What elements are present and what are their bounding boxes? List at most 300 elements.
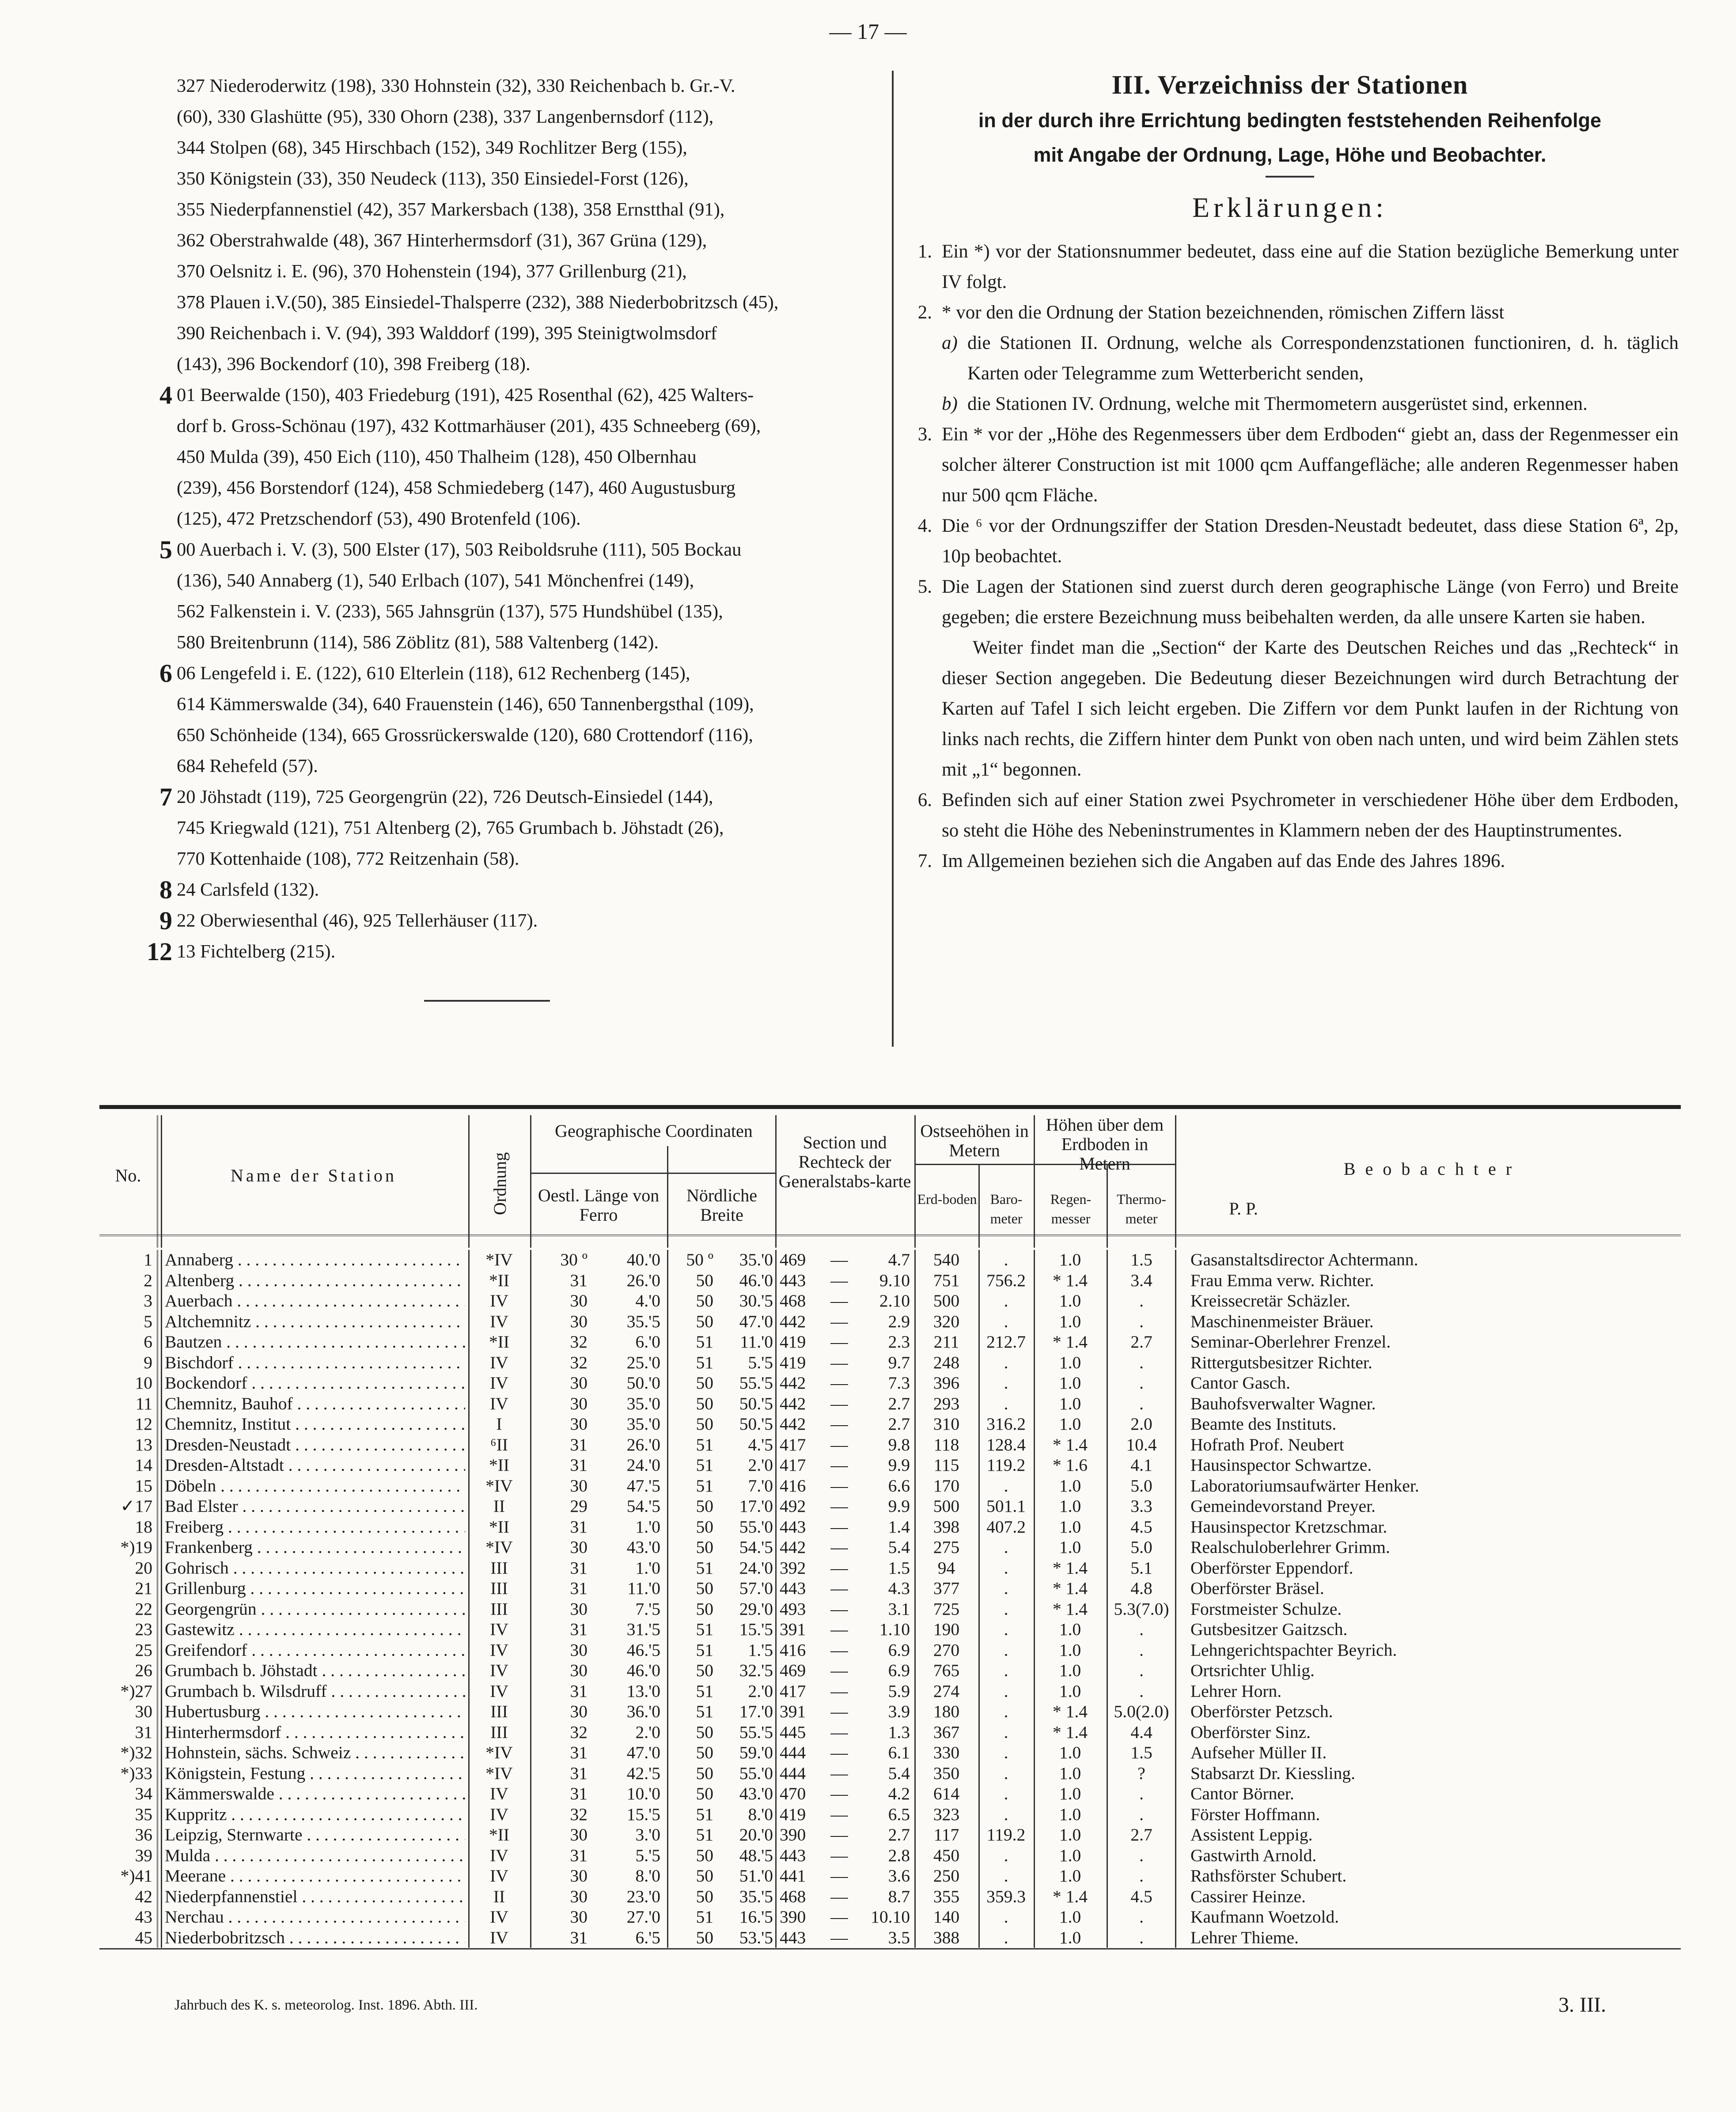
row-number: 5 [144,1312,152,1331]
note-6 [901,785,1679,846]
station-name-text: Bischdorf [165,1353,234,1372]
barometer-height: . [1004,1373,1008,1393]
station-name-text: Bautzen [165,1332,222,1351]
ground-height: 140 [933,1907,960,1927]
thermometer-height: . [1139,1681,1144,1701]
rain-gauge-height: * 1.4 [1053,1599,1088,1619]
latitude-degrees: 50 [696,1866,713,1885]
latitude-minutes: 4.'5 [748,1435,773,1454]
note-2b [901,389,1679,419]
station-name [165,1558,465,1578]
row-number: 1 [144,1250,152,1269]
station-name-text: Niederbobritzsch [165,1928,285,1947]
observer-name: Gemeindevorstand Preyer. [1190,1496,1376,1516]
row-number: 23 [135,1620,152,1639]
thermometer-height: . [1139,1640,1144,1660]
station-name [165,1640,465,1660]
latitude-minutes: 35.'5 [739,1887,773,1906]
station-name-text: Dresden-Neustadt [165,1435,291,1454]
header-thermometer: Thermo-meter [1117,1191,1166,1226]
thermometer-height: . [1139,1291,1144,1310]
row-number: 34 [135,1784,152,1803]
row-number: *)32 [120,1743,152,1762]
section-number: 445 [780,1722,806,1742]
station-name [165,1578,465,1598]
order-line: (136), 540 Annaberg (1), 540 Erlbach (107), 541 Mönchenfrei (149), [177,570,694,591]
section-number: 443 [780,1517,806,1537]
longitude-degrees: 30 [570,1414,588,1434]
station-name [165,1764,465,1783]
thermometer-height: . [1139,1312,1144,1331]
ground-height: 377 [933,1578,960,1598]
station-order: *IV [485,1250,513,1269]
rectangle-number: 3.9 [888,1702,910,1721]
barometer-height: 501.1 [986,1496,1026,1516]
section-number: 441 [780,1866,806,1885]
latitude-minutes: 47.'0 [739,1312,773,1331]
longitude-minutes: 11.'0 [627,1578,660,1598]
station-order: IV [490,1846,508,1865]
latitude-degrees: 51 [696,1702,713,1721]
section-dash: — [830,1517,848,1537]
order-line: 362 Oberstrahwalde (48), 367 Hinterhermsdorf (31), 367 Grüna (129), [177,230,707,251]
rectangle-number: 6.9 [888,1661,910,1680]
observer-name: Forstmeister Schulze. [1190,1599,1342,1619]
longitude-degrees: 30 [570,1312,588,1331]
station-order: IV [490,1907,508,1927]
latitude-degrees: 50 [696,1846,713,1865]
longitude-degrees: 31 [570,1784,588,1803]
longitude-minutes: 35.'0 [626,1414,660,1434]
rectangle-number: 9.9 [888,1496,910,1516]
station-order: IV [490,1394,508,1413]
thermometer-height: . [1139,1928,1144,1947]
longitude-minutes: 10.'0 [626,1784,660,1803]
section-dash: — [830,1620,848,1639]
station-order: IV [490,1312,508,1331]
longitude-minutes: 1.'0 [635,1517,660,1537]
rain-gauge-height: * 1.4 [1053,1435,1088,1454]
section-number: 416 [780,1476,806,1495]
rain-gauge-height: * 1.4 [1053,1558,1088,1578]
row-number: 26 [135,1661,152,1680]
table-row [99,1312,1681,1332]
station-name [165,1681,465,1701]
longitude-degrees: 31 [570,1764,588,1783]
longitude-minutes: 35.'5 [626,1312,660,1331]
row-number: 14 [135,1455,152,1475]
barometer-height: . [1004,1722,1008,1742]
rain-gauge-height: 1.0 [1059,1291,1081,1310]
order-line: 327 Niederoderwitz (198), 330 Hohnstein (32), 330 Reichenbach b. Gr.-V. [177,76,735,96]
row-number: *)27 [120,1681,152,1701]
rain-gauge-height: * 1.4 [1053,1271,1088,1290]
row-number: 35 [135,1805,152,1824]
ground-height: 248 [933,1353,960,1372]
order-group-lead: 6 [159,659,172,688]
note-2 [901,297,1679,328]
station-name-text: Grumbach b. Jöhstadt [165,1661,318,1680]
section-dash: — [830,1537,848,1557]
station-name [165,1928,465,1948]
section-dash: — [830,1825,848,1844]
longitude-minutes: 36.'0 [626,1702,660,1721]
rectangle-number: 2.7 [888,1825,910,1844]
section-dash: — [830,1661,848,1680]
station-name-text: Auerbach [165,1291,233,1310]
order-line: 13 Fichtelberg (215). [177,941,336,962]
ground-height: 94 [937,1558,955,1578]
observer-name: Beamte des Instituts. [1190,1414,1337,1434]
barometer-height: . [1004,1784,1008,1803]
rectangle-number: 6.1 [888,1743,910,1762]
rain-gauge-height: 1.0 [1059,1620,1081,1639]
latitude-minutes: 55.'0 [739,1764,773,1783]
station-name-text: Döbeln [165,1476,216,1495]
longitude-minutes: 2.'0 [635,1722,660,1742]
note-number: 1. [917,241,932,262]
table-row [99,1558,1681,1578]
longitude-degrees: 30 [570,1599,588,1619]
latitude-degrees: 50 [696,1887,713,1906]
order-line: 344 Stolpen (68), 345 Hirschbach (152), 349 Rochlitzer Berg (155), [177,137,687,158]
row-number: 39 [135,1846,152,1865]
ground-height: 367 [933,1722,960,1742]
section-number: 469 [780,1661,806,1680]
latitude-minutes: 1.'5 [748,1640,773,1660]
longitude-degrees: 30 [570,1907,588,1927]
barometer-height: . [1004,1764,1008,1783]
order-line: 684 Rehefeld (57). [177,756,318,776]
latitude-degrees: 50 [696,1764,713,1783]
longitude-degrees: 31 [570,1271,588,1290]
barometer-height: . [1004,1928,1008,1947]
ground-height: 274 [933,1681,960,1701]
table-top-rule [99,1105,1681,1109]
longitude-degrees: 31 [570,1558,588,1578]
ground-height: 170 [933,1476,960,1495]
section-dash: — [830,1353,848,1372]
barometer-height: 119.2 [986,1455,1026,1475]
latitude-degrees: 50 [696,1599,713,1619]
station-order: IV [490,1373,508,1393]
section-dash: — [830,1373,848,1393]
latitude-minutes: 55.'0 [739,1517,773,1537]
rectangle-number: 2.7 [888,1394,910,1413]
ground-height: 540 [933,1250,960,1269]
observer-name: Cassirer Heinze. [1190,1887,1306,1906]
section-number: 442 [780,1373,806,1393]
longitude-minutes: 7.'5 [635,1599,660,1619]
section-number: 468 [780,1887,806,1906]
station-name [165,1312,465,1332]
station-name [165,1599,465,1619]
header-pp: P. P. [1229,1199,1258,1219]
order-group [99,534,881,658]
station-name [165,1661,465,1681]
row-number: 31 [135,1722,152,1742]
order-line: 390 Reichenbach i. V. (94), 393 Walddorf (199), 395 Steinigtwolmsdorf [177,323,717,344]
section-number: 443 [780,1578,806,1598]
station-name [165,1846,465,1866]
latitude-degrees: 51 [696,1558,713,1578]
section-number: 390 [780,1907,806,1927]
observer-name: Bauhofsverwalter Wagner. [1190,1394,1376,1413]
observer-name: Lehngerichtspachter Beyrich. [1190,1640,1397,1660]
note-sub-mark: b) [942,394,958,414]
longitude-degrees: 31 [570,1743,588,1762]
barometer-height: . [1004,1578,1008,1598]
longitude-minutes: 1.'0 [635,1558,660,1578]
ground-height: 355 [933,1887,960,1906]
longitude-minutes: 8.'0 [635,1866,660,1885]
rain-gauge-height: 1.0 [1059,1784,1081,1803]
row-number: *)41 [120,1866,152,1885]
rectangle-number: 8.7 [888,1887,910,1906]
rain-gauge-height: 1.0 [1059,1928,1081,1947]
order-group-lead: 5 [159,535,172,564]
table-row [99,1764,1681,1783]
observer-name: Rathsförster Schubert. [1190,1866,1347,1885]
barometer-height: . [1004,1599,1008,1619]
longitude-degrees: 30 [570,1640,588,1660]
latitude-degrees: 50 [696,1517,713,1537]
order-line: 580 Breitenbrunn (114), 586 Zöblitz (81), 588 Valtenberg (142). [177,632,659,653]
latitude-minutes: 2.'0 [748,1455,773,1475]
station-name [165,1394,465,1414]
table-row [99,1661,1681,1681]
latitude-degrees: 51 [696,1640,713,1660]
section-dash: — [830,1640,848,1660]
rain-gauge-height: * 1.4 [1053,1332,1088,1351]
note-2a [901,328,1679,389]
section-dash: — [830,1805,848,1824]
section-number: 443 [780,1928,806,1947]
station-order: *IV [485,1537,513,1557]
latitude-degrees: 50 [696,1414,713,1434]
longitude-minutes: 46.'0 [626,1661,660,1680]
rain-gauge-height: 1.0 [1059,1846,1081,1865]
order-line: (60), 330 Glashütte (95), 330 Ohorn (238), 337 Langenbernsdorf (112), [177,106,714,127]
section-number: 470 [780,1784,806,1803]
ground-height: 118 [933,1435,959,1454]
ground-height: 614 [933,1784,960,1803]
table-row [99,1825,1681,1845]
note-text: Die ⁶ vor der Ordnungsziffer der Station Dresden-Neustadt bedeutet, dass diese Station 6ª, 2p, 10p beobachtet. [942,515,1679,567]
station-name-text: Bad Elster [165,1496,238,1516]
latitude-minutes: 43.'0 [739,1784,773,1803]
barometer-height: . [1004,1661,1008,1680]
station-name-text: Bockendorf [165,1373,247,1393]
station-name [165,1496,465,1516]
header-ground: Erd-boden [917,1191,977,1207]
footer-source: Jahrbuch des K. s. meteorolog. Inst. 1896. Abth. III. [174,1997,478,2013]
ground-height: 323 [933,1805,960,1824]
rain-gauge-height: * 1.4 [1053,1887,1088,1906]
row-number: 10 [135,1373,152,1393]
longitude-degrees: 30 [570,1537,588,1557]
station-name [165,1353,465,1373]
heading-subtitle-2: mit Angabe der Ordnung, Lage, Höhe und Beobachter. [1033,144,1546,166]
section-number: 390 [780,1825,806,1844]
thermometer-height: . [1139,1373,1144,1393]
note-3 [901,419,1679,511]
barometer-height: . [1004,1312,1008,1331]
section-end-rule [424,1000,550,1002]
rectangle-number: 3.6 [888,1866,910,1885]
table-row [99,1805,1681,1824]
rain-gauge-height: 1.0 [1059,1414,1081,1434]
order-line: 20 Jöhstadt (119), 725 Georgengrün (22), 726 Deutsch-Einsiedel (144), [177,787,713,807]
rectangle-number: 7.3 [888,1373,910,1393]
table-row [99,1373,1681,1393]
observer-name: Ortsrichter Uhlig. [1190,1661,1315,1680]
ground-height: 117 [933,1825,959,1844]
rectangle-number: 6.6 [888,1476,910,1495]
station-order: IV [490,1784,508,1803]
section-dash: — [830,1599,848,1619]
longitude-degrees: 30 [570,1887,588,1906]
station-name [165,1373,465,1393]
observer-name: Gasanstaltsdirector Achtermann. [1190,1250,1418,1269]
section-dash: — [830,1764,848,1783]
table-row [99,1599,1681,1619]
header-ordnung-cell [470,1133,530,1234]
order-line: (239), 456 Borstendorf (124), 458 Schmiedeberg (147), 460 Augustusburg [177,477,736,498]
note-text: die Stationen II. Ordnung, welche als Correspondenzstationen functioniren, d. h. täglich Karten oder Telegramme zum Wetterbericht senden, [967,333,1679,384]
note-number: 7. [917,851,932,871]
header-geographic: Geographische Coordinaten [555,1121,753,1141]
barometer-height: 212.7 [986,1332,1026,1351]
rain-gauge-height: 1.0 [1059,1743,1081,1762]
longitude-minutes: 26.'0 [626,1435,660,1454]
longitude-minutes: 46.'5 [626,1640,660,1660]
table-row [99,1866,1681,1886]
section-dash: — [830,1928,848,1947]
longitude-degrees: 32 [570,1722,588,1742]
latitude-minutes: 50.'5 [739,1394,773,1413]
longitude-minutes: 54.'5 [626,1496,660,1516]
station-name [165,1702,465,1722]
thermometer-height: . [1139,1394,1144,1413]
section-number: 419 [780,1805,806,1824]
row-number: 30 [135,1702,152,1721]
section-dash: — [830,1702,848,1721]
table-row [99,1928,1681,1948]
thermometer-height: 2.0 [1130,1414,1152,1434]
thermometer-height: . [1139,1846,1144,1865]
observer-name: Oberförster Petzsch. [1190,1702,1333,1721]
observer-name: Cantor Gasch. [1190,1373,1290,1393]
section-dash: — [830,1743,848,1762]
table-row [99,1435,1681,1455]
longitude-degrees: 31 [570,1578,588,1598]
table-row [99,1414,1681,1434]
rectangle-number: 1.3 [888,1722,910,1742]
observer-name: Gastwirth Arnold. [1190,1846,1317,1865]
station-name [165,1825,465,1845]
thermometer-height: 4.5 [1130,1517,1152,1537]
table-row [99,1578,1681,1598]
thermometer-height: 3.3 [1130,1496,1152,1516]
thermometer-height: 5.0 [1130,1476,1152,1495]
station-name [165,1805,465,1824]
section-number: 442 [780,1394,806,1413]
thermometer-height: 5.0 [1130,1537,1152,1557]
station-order: III [490,1578,508,1598]
thermometer-height: 4.8 [1130,1578,1152,1598]
section-number: 468 [780,1291,806,1310]
table-row [99,1702,1681,1722]
observer-name: Stabsarzt Dr. Kiessling. [1190,1764,1356,1783]
longitude-degrees: 31 [570,1517,588,1537]
observer-name: Oberförster Bräsel. [1190,1578,1324,1598]
longitude-minutes: 25.'0 [626,1353,660,1372]
station-order: *IV [485,1476,513,1495]
table-row [99,1250,1681,1270]
latitude-minutes: 53.'5 [739,1928,773,1947]
barometer-height: 316.2 [986,1414,1026,1434]
rain-gauge-height: 1.0 [1059,1476,1081,1495]
section-dash: — [830,1250,848,1269]
rain-gauge-height: 1.0 [1059,1496,1081,1516]
table-row [99,1784,1681,1804]
row-number: 43 [135,1907,152,1927]
thermometer-height: . [1139,1620,1144,1639]
latitude-degrees: 51 [696,1455,713,1475]
barometer-height: 128.4 [986,1435,1026,1454]
rain-gauge-height: 1.0 [1059,1373,1081,1393]
note-number: 5. [917,576,932,597]
barometer-height: . [1004,1907,1008,1927]
station-name-text: Mulda [165,1846,211,1865]
observer-name: Cantor Börner. [1190,1784,1294,1803]
station-name-text: Gastewitz [165,1620,235,1639]
observer-name: Oberförster Sinz. [1190,1722,1311,1742]
section-number: 493 [780,1599,806,1619]
latitude-degrees: 51 [696,1805,713,1824]
ground-height: 115 [933,1455,959,1475]
section-dash: — [830,1558,848,1578]
station-name-text: Freiberg [165,1517,224,1537]
station-name-text: Chemnitz, Bauhof [165,1394,293,1413]
rain-gauge-height: 1.0 [1059,1394,1081,1413]
heading-rule [1266,176,1314,178]
header-no: No. [115,1166,141,1185]
station-name [165,1743,465,1763]
ground-height: 320 [933,1312,960,1331]
barometer-height: . [1004,1291,1008,1310]
rain-gauge-height: * 1.4 [1053,1722,1088,1742]
row-number: 18 [135,1517,152,1537]
station-name [165,1537,465,1557]
thermometer-height: . [1139,1805,1144,1824]
table-row [99,1681,1681,1701]
observer-name: Hausinspector Kretzschmar. [1190,1517,1387,1537]
latitude-degrees: 50 [696,1312,713,1331]
header-heights: Höhen über dem Erdboden in Metern [1046,1115,1164,1173]
longitude-minutes: 24.'0 [626,1455,660,1475]
rectangle-number: 5.9 [888,1681,910,1701]
latitude-minutes: 50.'5 [739,1414,773,1434]
station-name-text: Hinterhermsdorf [165,1722,281,1742]
longitude-degrees: 32 [570,1353,588,1372]
header-longitude: Oestl. Länge von Ferro [538,1185,660,1225]
order-group [99,936,881,967]
table-bottom-rule [99,1948,1681,1949]
header-rain-gauge: Regen-messer [1050,1191,1092,1226]
rain-gauge-height: * 1.4 [1053,1578,1088,1598]
